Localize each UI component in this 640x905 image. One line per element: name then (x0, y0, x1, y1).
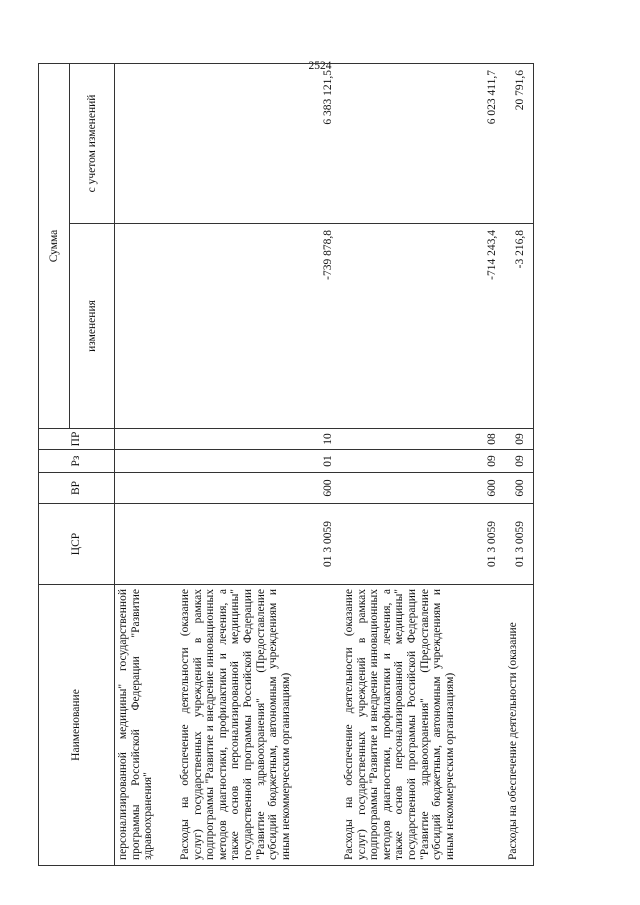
row-name: персонализированной медицины" государственной программы Российской Федерации "Развитие здравоохранения" (115, 585, 178, 866)
row-rz: 01 (177, 450, 341, 473)
row-vr (115, 473, 178, 504)
row-rz: 09 (505, 450, 534, 473)
header-rz: Рз (39, 450, 115, 473)
table-row (341, 63, 505, 865)
page-number: 2524 (308, 60, 332, 72)
row-csr: 01 3 0059 (341, 504, 505, 585)
table-row (505, 63, 534, 865)
row-vr: 600 (177, 473, 341, 504)
row-vr: 600 (505, 473, 534, 504)
row-vr: 600 (341, 473, 505, 504)
row-izmeneniya: -714 243,4 (341, 224, 505, 429)
table-row (177, 63, 341, 865)
header-s-uchetom: с учетом изменений (70, 63, 115, 223)
header-pr: ПР (39, 429, 115, 450)
row-pr: 09 (505, 429, 534, 450)
row-pr: 08 (341, 429, 505, 450)
header-izmeneniya: изменения (70, 224, 115, 429)
row-rz: 09 (341, 450, 505, 473)
row-itog (115, 63, 178, 223)
row-itog: 20 791,6 (505, 63, 534, 223)
row-csr: 01 3 0059 (177, 504, 341, 585)
header-csr: ЦСР (39, 504, 115, 585)
row-name: Расходы на обеспечение деятельности (оказание услуг) государственных учреждений в рамках подпрограммы "Развитие и внедрение инновационных методов диагностики, профилактики и лечения, а также основ персонализированной медицины" государственной программы Российской Федерации "Развитие здравоохранения" (Предоставление субсидий бюджетным, автономным учреждениям и иным некоммерческим организациям) (341, 585, 505, 866)
row-name: Расходы на обеспечение деятельности (оказание услуг) государственных учреждений в рамках подпрограммы "Развитие и внедрение инновационных методов диагностики, профилактики и лечения, а также основ персонализированной медицины" государственной программы Российской Федерации "Развитие здравоохранения" (Предоставление субсидий бюджетным, автономным учреждениям и иным некоммерческим организациям) (177, 585, 341, 866)
budget-table-rotated (38, 64, 595, 866)
row-izmeneniya: -3 216,8 (505, 224, 534, 429)
row-izmeneniya (115, 224, 178, 429)
budget-table (38, 63, 534, 866)
row-csr (115, 504, 178, 585)
header-vr: ВР (39, 473, 115, 504)
header-name: Наименование (39, 585, 115, 866)
row-pr: 10 (177, 429, 341, 450)
table-row (115, 63, 178, 865)
row-csr: 01 3 0059 (505, 504, 534, 585)
row-pr (115, 429, 178, 450)
row-izmeneniya: -739 878,8 (177, 224, 341, 429)
row-itog: 6 383 121,5 (177, 63, 341, 223)
header-summa: Сумма (39, 63, 70, 428)
row-itog: 6 023 411,7 (341, 63, 505, 223)
row-name: Расходы на обеспечение деятельности (оказание (505, 585, 534, 866)
row-rz (115, 450, 178, 473)
